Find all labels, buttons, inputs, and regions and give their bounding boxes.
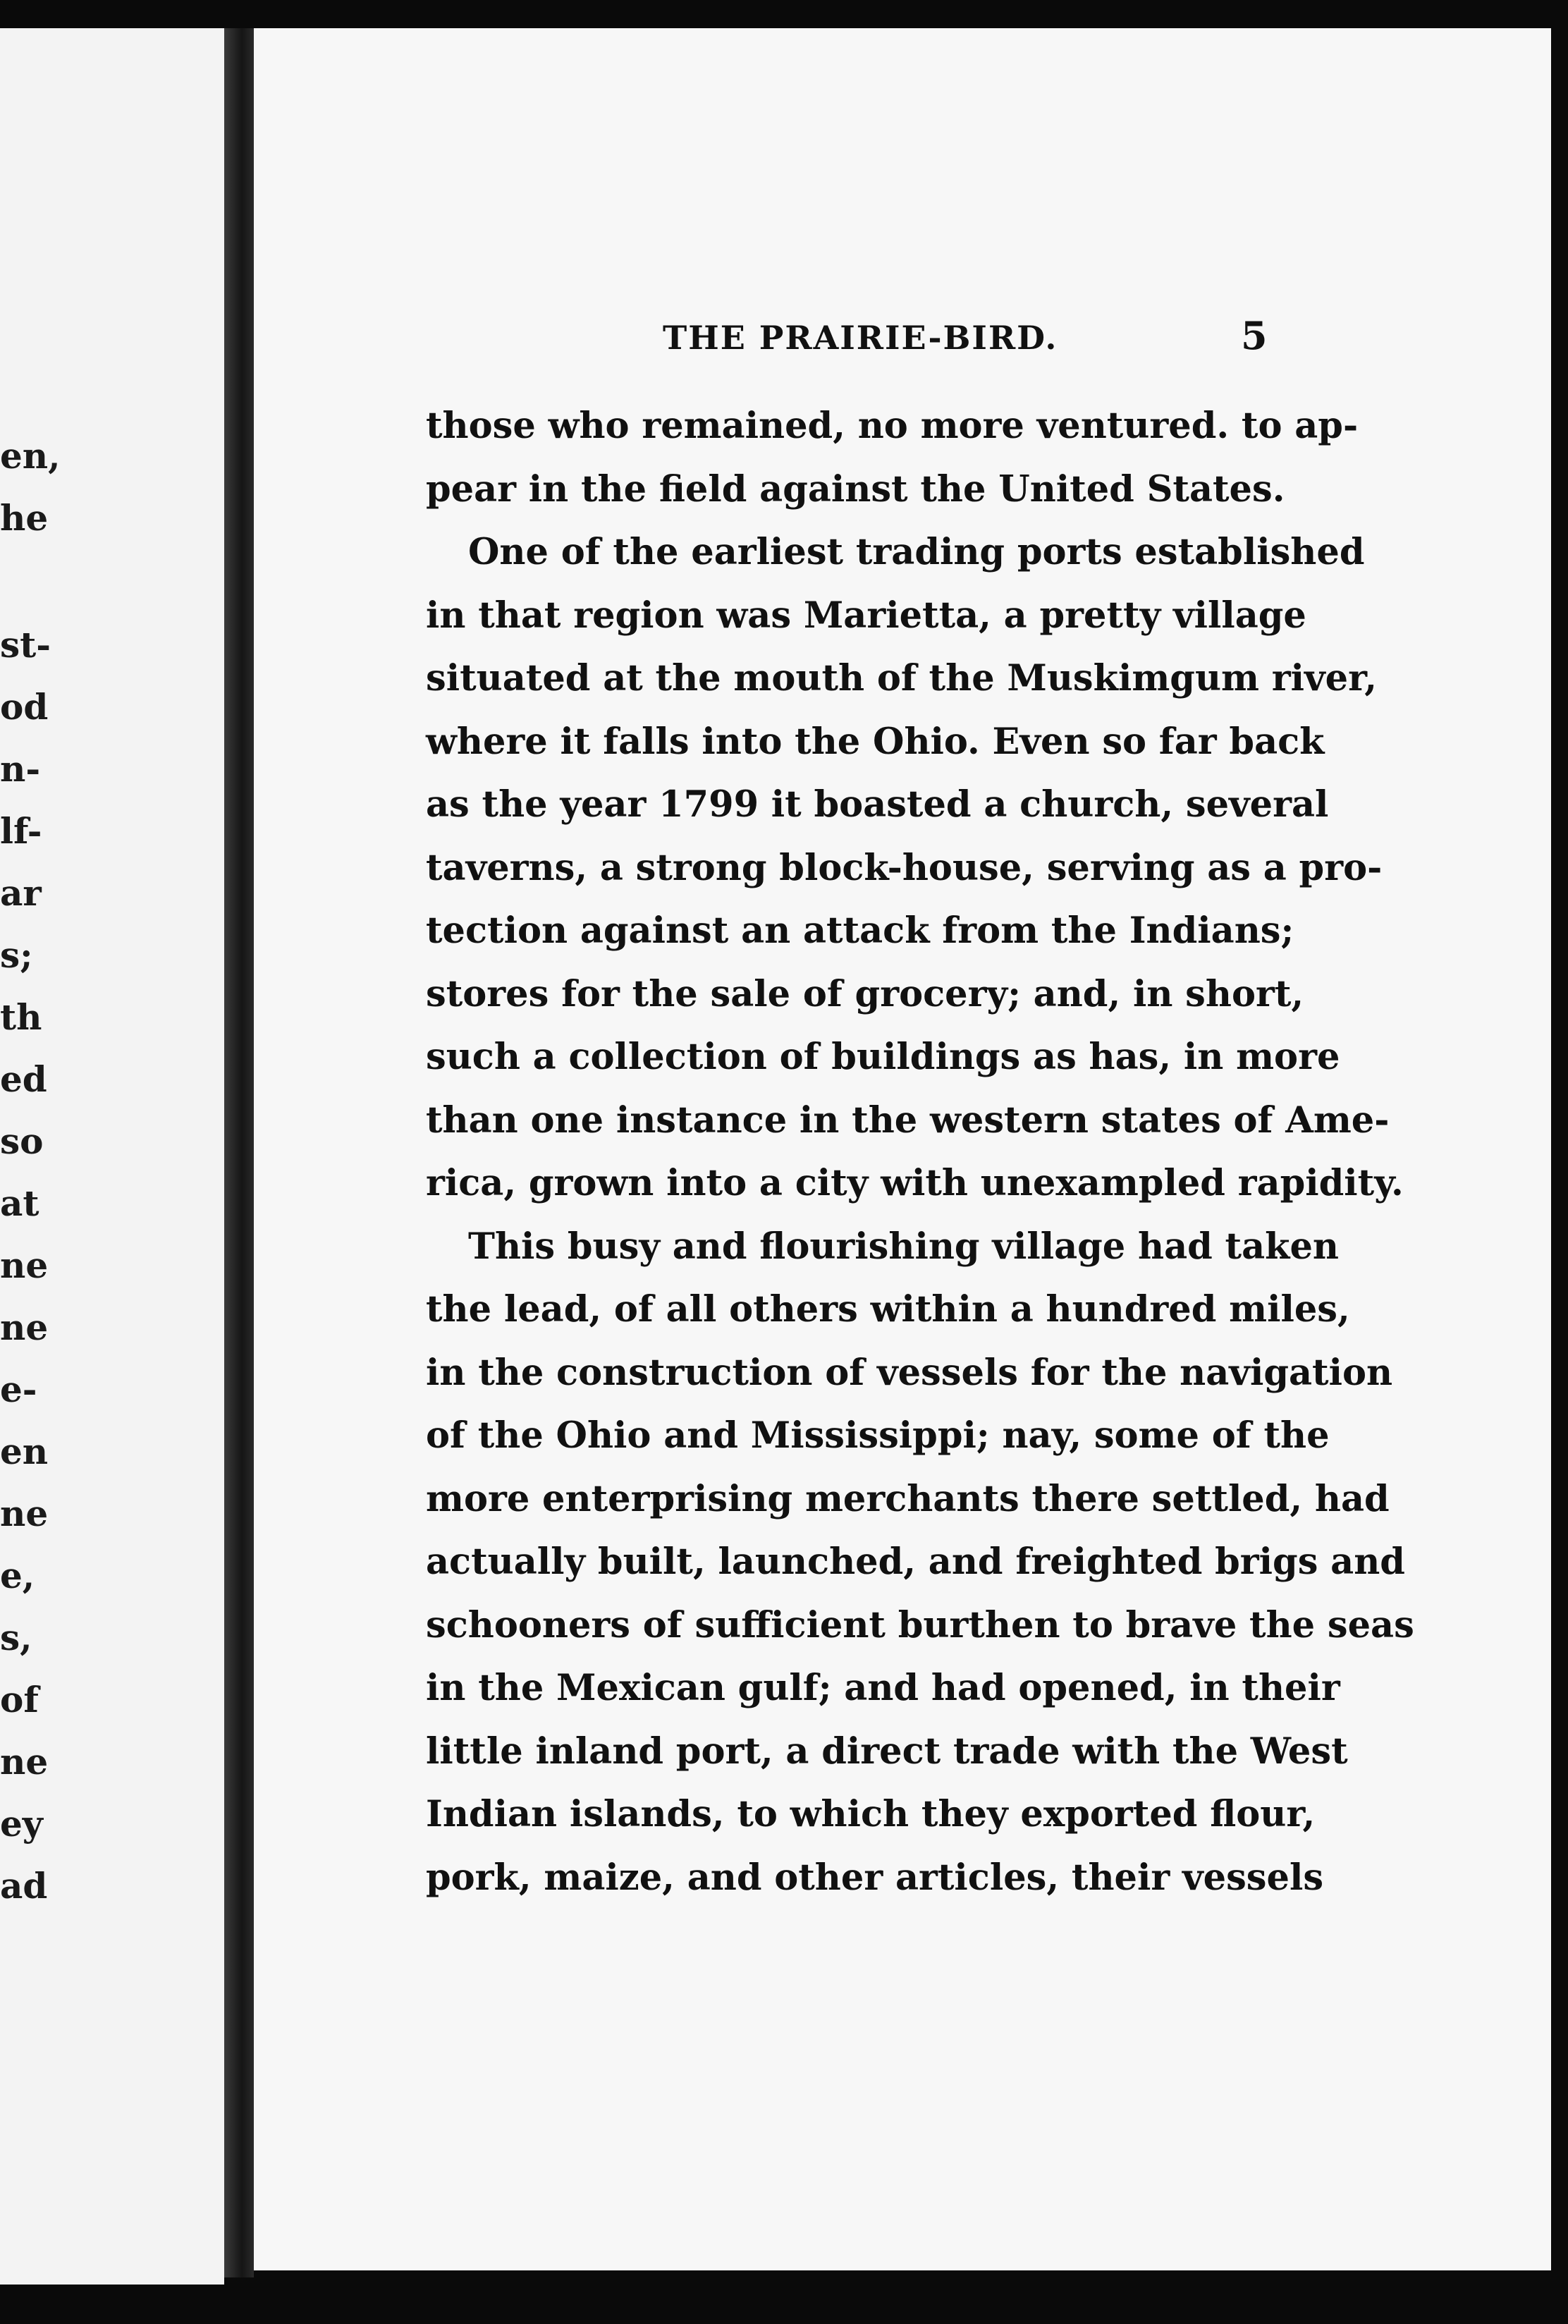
text-line: Indian islands, to which they exported flour,	[426, 1793, 1316, 1835]
left-fragment: en	[0, 1431, 49, 1472]
left-fragment: ne	[0, 1493, 49, 1534]
left-fragment: od	[0, 686, 49, 728]
text-line: in that region was Marietta, a pretty village	[426, 594, 1306, 637]
text-line: of the Ohio and Mississippi; nay, some of the	[426, 1414, 1330, 1457]
left-page-edge	[0, 28, 224, 2285]
text-line: taverns, a strong block-house, serving as a pro-	[426, 846, 1383, 889]
text-line: This busy and flourishing village had taken	[468, 1225, 1340, 1268]
body-text	[426, 395, 1414, 1909]
left-fragment: e-	[0, 1369, 37, 1410]
left-fragment: so	[0, 1120, 44, 1162]
text-line: in the Mexican gulf; and had opened, in their	[426, 1667, 1340, 1709]
running-title: THE PRAIRIE-BIRD.	[663, 319, 1058, 357]
left-fragment: s;	[0, 934, 33, 976]
left-fragment: ne	[0, 1244, 49, 1286]
left-fragment: s,	[0, 1617, 32, 1658]
text-line: more enterprising merchants there settled, had	[426, 1477, 1390, 1520]
page-header	[409, 303, 1269, 360]
text-line: actually built, launched, and freighted brigs and	[426, 1541, 1405, 1583]
text-line: such a collection of buildings as has, in more	[426, 1036, 1340, 1078]
left-fragment: at	[0, 1182, 39, 1224]
text-line: as the year 1799 it boasted a church, several	[426, 783, 1329, 826]
text-line: in the construction of vessels for the navigation	[426, 1351, 1393, 1394]
text-line: pork, maize, and other articles, their vessels	[426, 1856, 1324, 1899]
left-fragment: ar	[0, 872, 42, 914]
text-line: the lead, of all others within a hundred miles,	[426, 1288, 1350, 1331]
left-fragment: st-	[0, 624, 51, 666]
left-fragment: ey	[0, 1803, 43, 1845]
text-line: those who remained, no more ventured. to ap-	[426, 405, 1359, 447]
left-fragment: e,	[0, 1555, 35, 1596]
left-fragment: he	[0, 497, 49, 539]
page-number: 5	[1241, 313, 1268, 358]
left-fragment: lf-	[0, 810, 42, 852]
left-fragment: ne	[0, 1741, 49, 1782]
text-line: little inland port, a direct trade with the West	[426, 1730, 1348, 1773]
left-fragment: ad	[0, 1865, 48, 1907]
left-fragment: th	[0, 996, 42, 1038]
text-line: pear in the field against the United States.	[426, 467, 1285, 510]
text-line: tection against an attack from the Indians;	[426, 910, 1294, 952]
text-line: One of the earliest trading ports established	[468, 531, 1365, 573]
left-fragment: en,	[0, 435, 61, 477]
text-line: stores for the sale of grocery; and, in short,	[426, 972, 1304, 1015]
left-fragment: ed	[0, 1058, 47, 1100]
left-fragment: ne	[0, 1307, 49, 1348]
text-line: schooners of sufficient burthen to brave the seas	[426, 1603, 1414, 1646]
book-gutter	[224, 28, 254, 2277]
text-line: than one instance in the western states of Ame-	[426, 1099, 1390, 1142]
text-line: rica, grown into a city with unexampled rapidity.	[426, 1162, 1404, 1204]
text-line: situated at the mouth of the Muskimgum river,	[426, 657, 1378, 699]
left-fragment: n-	[0, 748, 41, 790]
left-fragment: of	[0, 1679, 39, 1720]
text-line: where it falls into the Ohio. Even so far back	[426, 720, 1325, 763]
